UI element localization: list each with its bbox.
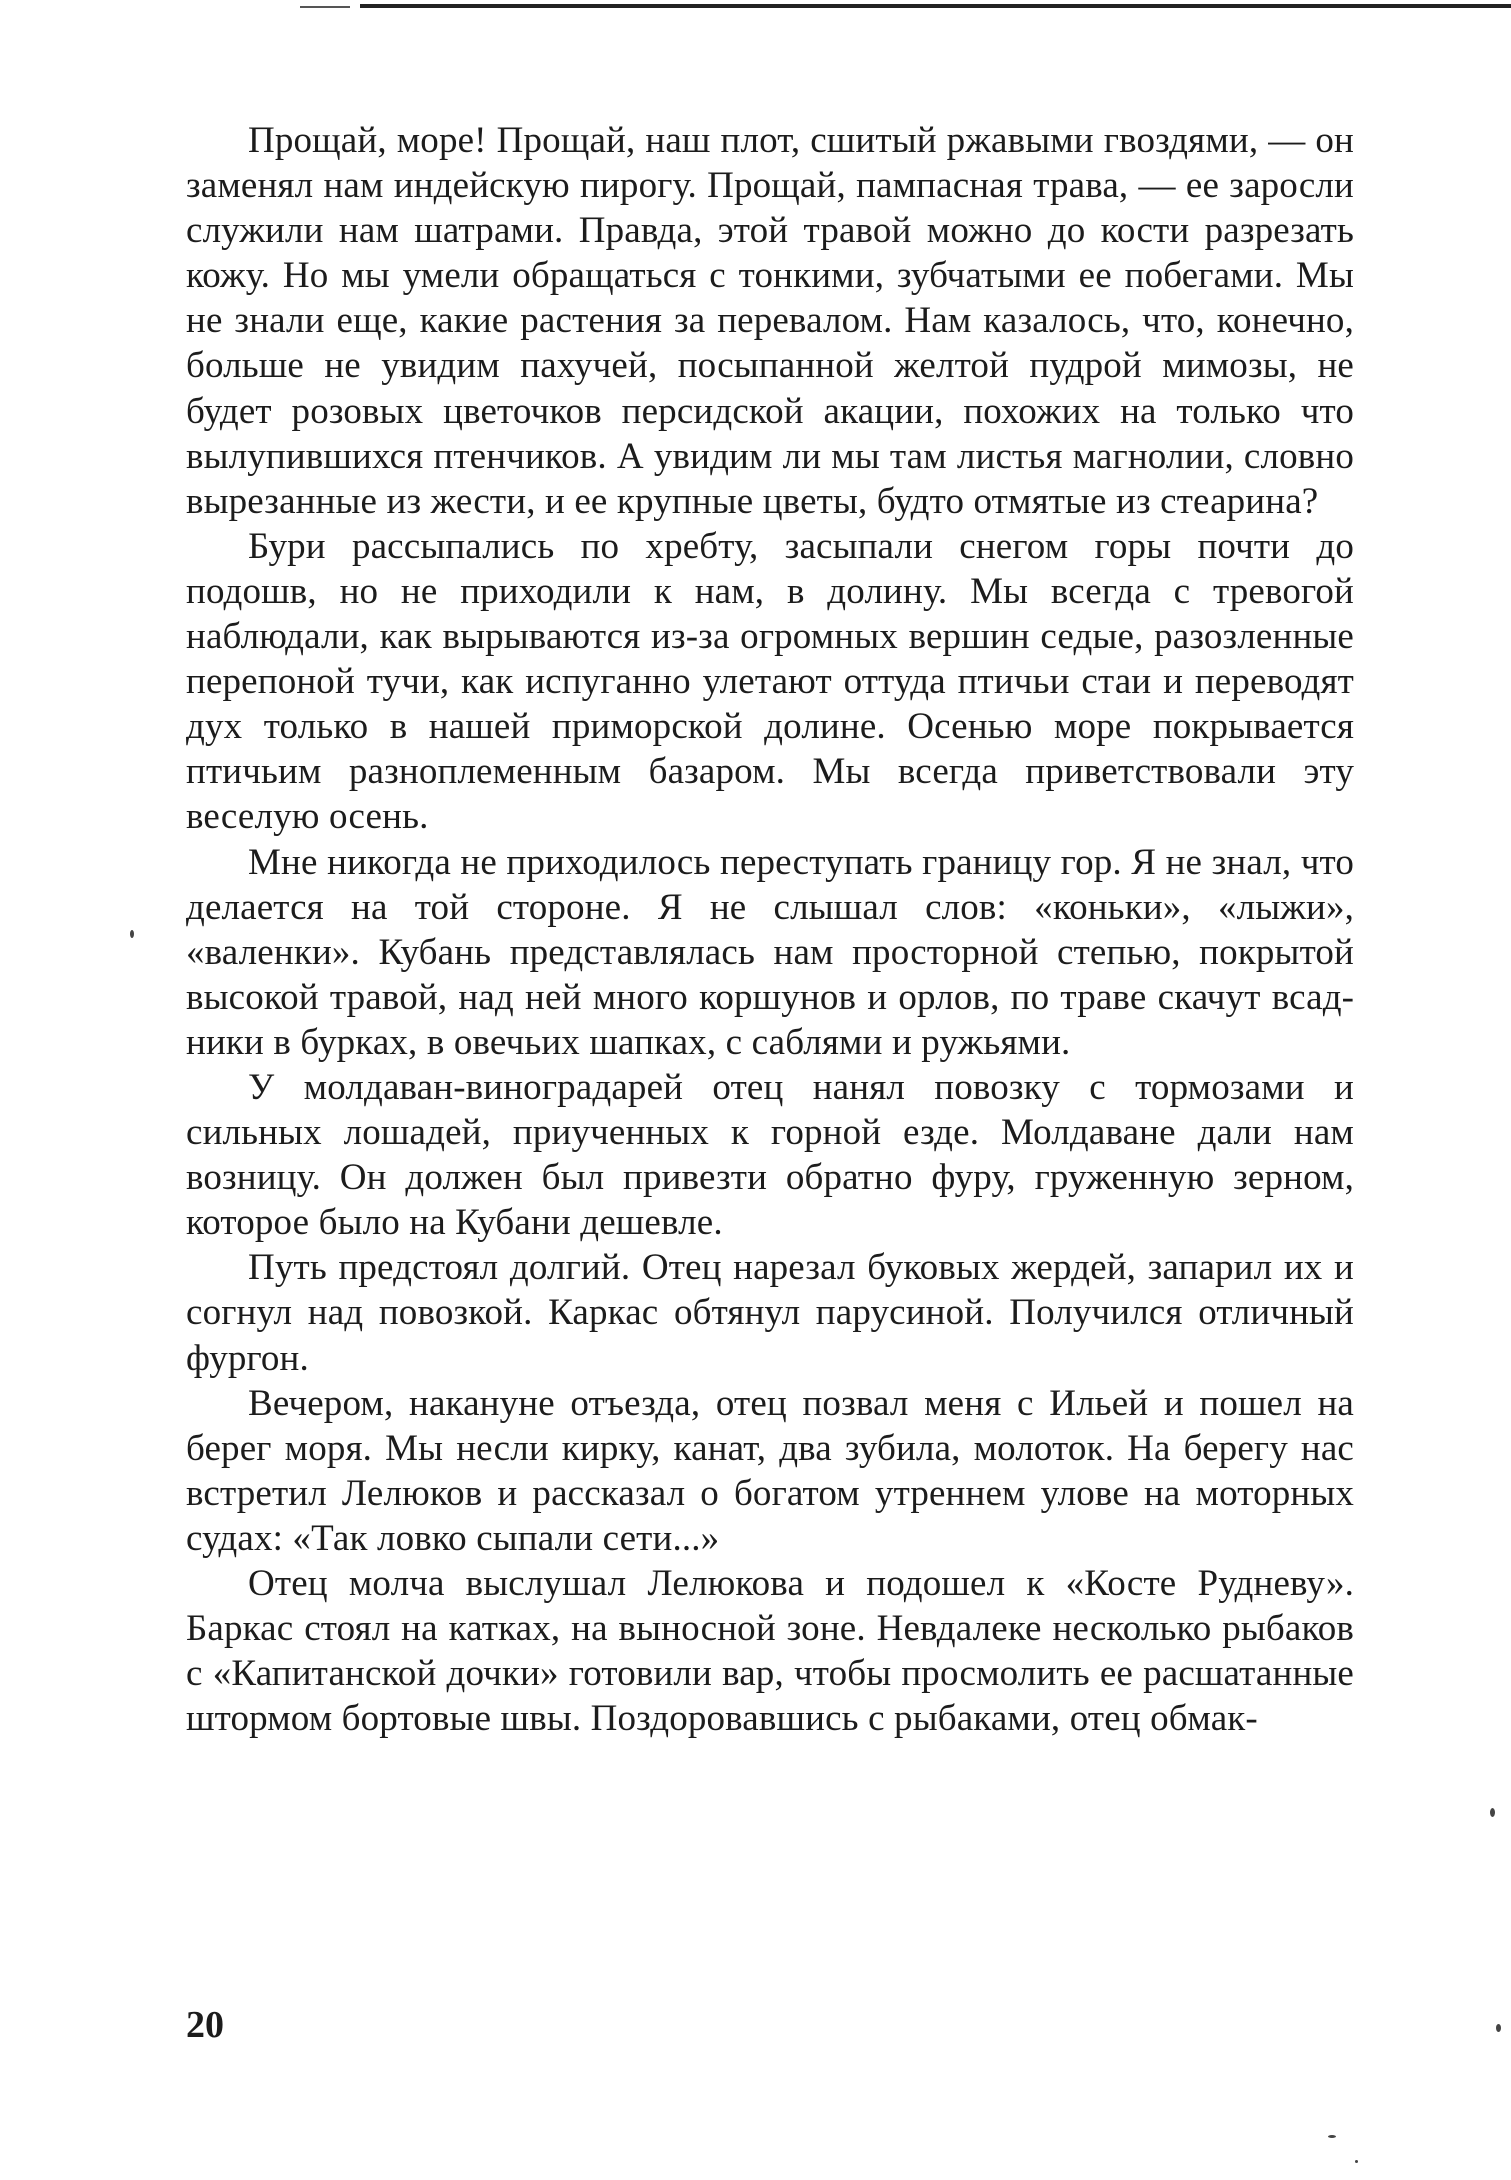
scan-speck	[1355, 2160, 1358, 2163]
paragraph: Прощай, море! Прощай, наш плот, сшитый ржавыми гвоздями, — он заменял нам индейскую пирогу. Прощай, пампасная трава, — ее заросли служили нам шатрами. Правда, этой травой можно до кости разрезать кожу. Но мы умели обращаться с тонкими, зубчатыми ее побегами. Мы не знали еще, какие растения за перевалом. Нам казалось, что, конечно, больше не увидим пахучей, посыпанной желтой пудрой мимозы, не будет розовых цветочков персидской акации, похожих на только что вылупившихся птенчиков. А увидим ли мы там листья магнолии, словно вырезанные из жести, и ее крупные цветы, будто отмятые из стеарина?	[186, 120, 1354, 522]
paragraph: Бури рассыпались по хребту, засыпали снегом горы почти до подошв, но не приходили к нам, в долину. Мы всегда с тревогой наблюдали, как вырываются из-за огромных вершин седые, разозленные перепоной тучи, как испуганно улетают оттуда птичьи стаи и переводят дух только в нашей приморской долине. Осенью море покрывается птичьим разноплеменным базаром. Мы всегда приветствовали эту веселую осень.	[186, 525, 1354, 838]
paragraph: У молдаван-виноградарей отец нанял повозку с тормозами и сильных лошадей, приученных к горной езде. Молдаване дали нам возницу. Он должен был привезти обратно фуру, груженную зерном, которое было на Кубани дешевле.	[186, 1066, 1354, 1244]
page-number: 20	[186, 2004, 224, 2046]
top-edge-rule	[360, 4, 1511, 8]
page-text-block	[186, 118, 1354, 1741]
paragraph: Вечером, накануне отъезда, отец позвал меня с Ильей и пошел на берег моря. Мы несли кирку, канат, два зубила, молоток. На берегу нас встретил Лелюков и рассказал о богатом утреннем улове на моторных судах: «Так ловко сыпали сети...»	[186, 1382, 1354, 1559]
paragraph: Отец молча выслушал Лелюкова и подошел к «Косте Рудневу». Баркас стоял на катках, на выносной зоне. Невдалеке несколько рыбаков с «Капитанской дочки» готовили вар, чтобы просмолить ее расшатанные штормом бортовые швы. Поздоровавшись с рыбаками, отец обмак-	[186, 1563, 1354, 1740]
scan-speck	[1496, 2024, 1501, 2032]
top-edge-dash	[300, 6, 350, 8]
paragraph: Мне никогда не приходилось переступать границу гор. Я не знал, что делается на той стороне. Я не слышал слов: «коньки», «лыжи», «валенки». Кубань представлялась нам просторной степью, покрытой высокой травой, над ней много коршунов и орлов, по траве скачут всадники в бурках, в овечьих шапках, с саблями и ружьями.	[186, 841, 1354, 1063]
scan-speck	[1328, 2135, 1336, 2138]
paragraph: Путь предстоял долгий. Отец нарезал буковых жердей, запарил их и согнул над повозкой. Каркас обтянул парусиной. Получился отличный фургон.	[186, 1247, 1354, 1379]
scan-speck	[1490, 1808, 1495, 1817]
scan-speck	[130, 930, 134, 938]
